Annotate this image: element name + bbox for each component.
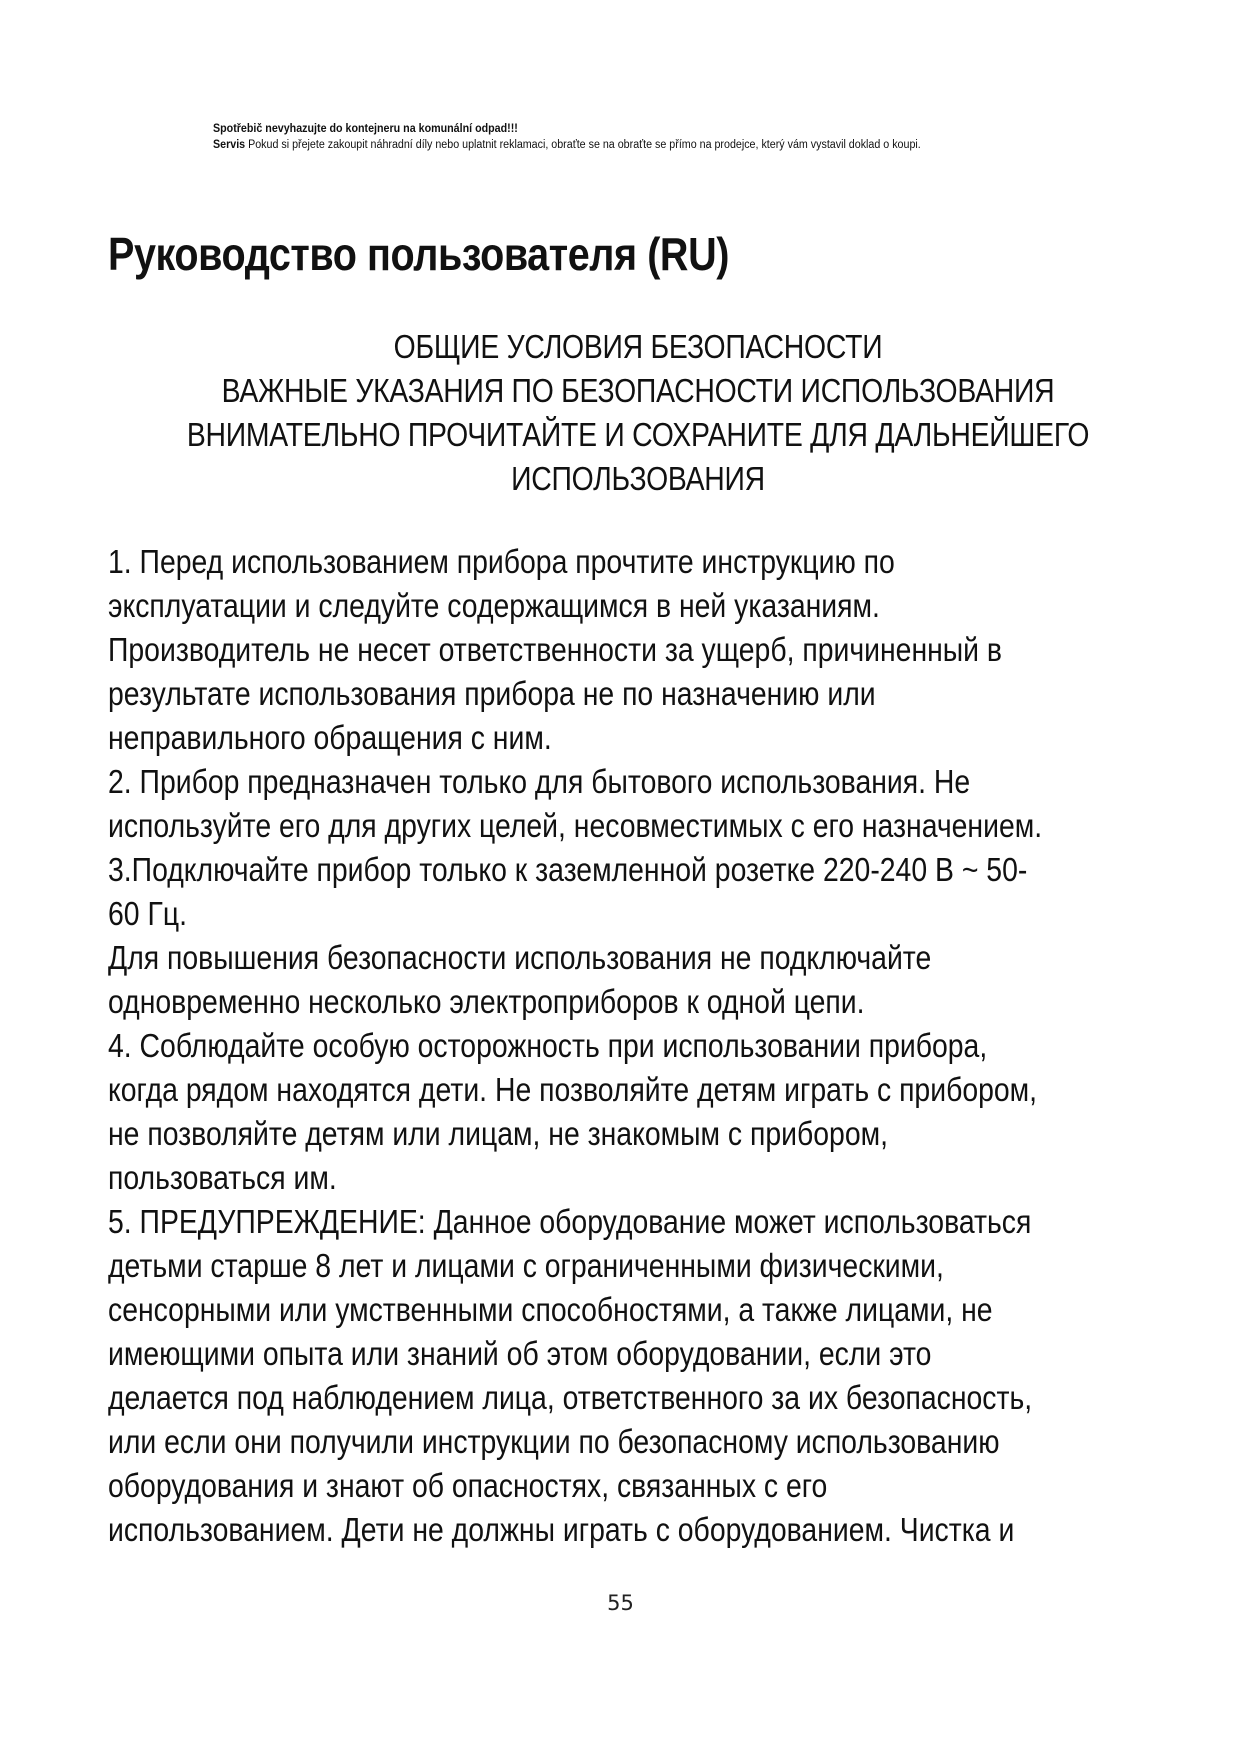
safety-heading-line: ВНИМАТЕЛЬНО ПРОЧИТАЙТЕ И СОХРАНИТЕ ДЛЯ ДАЛЬНЕЙШЕГО xyxy=(186,416,1090,453)
instruction-line: когда рядом находятся дети. Не позволяйте детям играть с прибором, xyxy=(108,1071,1038,1108)
instruction-line: 2. Прибор предназначен только для бытового использования. Не xyxy=(108,763,971,800)
instruction-line: эксплуатации и следуйте содержащимся в ней указаниям. xyxy=(108,587,880,624)
safety-heading-line: ОБЩИЕ УСЛОВИЯ БЕЗОПАСНОСТИ xyxy=(393,328,883,365)
instruction-line: 5. ПРЕДУПРЕЖДЕНИЕ: Данное оборудование может использоваться xyxy=(108,1203,1032,1240)
page-number: 55 xyxy=(607,1591,634,1615)
instruction-line: Для повышения безопасности использования не подключайте xyxy=(108,939,932,976)
safety-headings xyxy=(108,325,1168,501)
instruction-line: используйте его для других целей, несовместимых с его назначением. xyxy=(108,807,1043,844)
instruction-line: или если они получили инструкции по безопасному использованию xyxy=(108,1423,1000,1460)
instruction-line: пользоваться им. xyxy=(108,1159,337,1196)
instruction-line: неправильного обращения с ним. xyxy=(108,719,552,756)
page-title: Руководство пользователя (RU) xyxy=(108,228,729,280)
safety-heading-line: ВАЖНЫЕ УКАЗАНИЯ ПО БЕЗОПАСНОСТИ ИСПОЛЬЗОВАНИЯ xyxy=(221,372,1055,409)
instruction-line: не позволяйте детям или лицам, не знакомым с прибором, xyxy=(108,1115,888,1152)
instruction-line: использованием. Дети не должны играть с оборудованием. Чистка и xyxy=(108,1511,1015,1548)
czech-notice xyxy=(213,121,1106,153)
instruction-line: детьми старше 8 лет и лицами с ограниченными физическими, xyxy=(108,1247,944,1284)
service-label: Servis xyxy=(213,139,246,151)
instruction-line: 4. Соблюдайте особую осторожность при использовании прибора, xyxy=(108,1027,988,1064)
safety-instructions xyxy=(108,540,1157,1552)
disposal-warning: Spotřebič nevyhazujte do kontejneru na komunální odpad!!! xyxy=(213,123,518,135)
instruction-line: делается под наблюдением лица, ответственного за их безопасность, xyxy=(108,1379,1033,1416)
service-note xyxy=(213,137,1106,153)
service-text: Pokud si přejete zakoupit náhradní díly nebo uplatnit reklamaci, obraťte se na obraťte se přímo na prodejce, který vám vystavil doklad o koupi. xyxy=(245,139,921,151)
instruction-line: имеющими опыта или знаний об этом оборудовании, если это xyxy=(108,1335,932,1372)
instruction-line: 1. Перед использованием прибора прочтите инструкцию по xyxy=(108,543,895,580)
instruction-line: 60 Гц. xyxy=(108,895,187,932)
instruction-line: сенсорными или умственными способностями, а также лицами, не xyxy=(108,1291,993,1328)
safety-heading-line: ИСПОЛЬЗОВАНИЯ xyxy=(511,460,765,497)
instruction-line: Производитель не несет ответственности за ущерб, причиненный в xyxy=(108,631,1003,668)
instruction-line: оборудования и знают об опасностях, связанных с его xyxy=(108,1467,828,1504)
instruction-line: результате использования прибора не по назначению или xyxy=(108,675,876,712)
instruction-line: 3.Подключайте прибор только к заземленной розетке 220-240 В ~ 50- xyxy=(108,851,1028,888)
instruction-line: одновременно несколько электроприборов к одной цепи. xyxy=(108,983,865,1020)
